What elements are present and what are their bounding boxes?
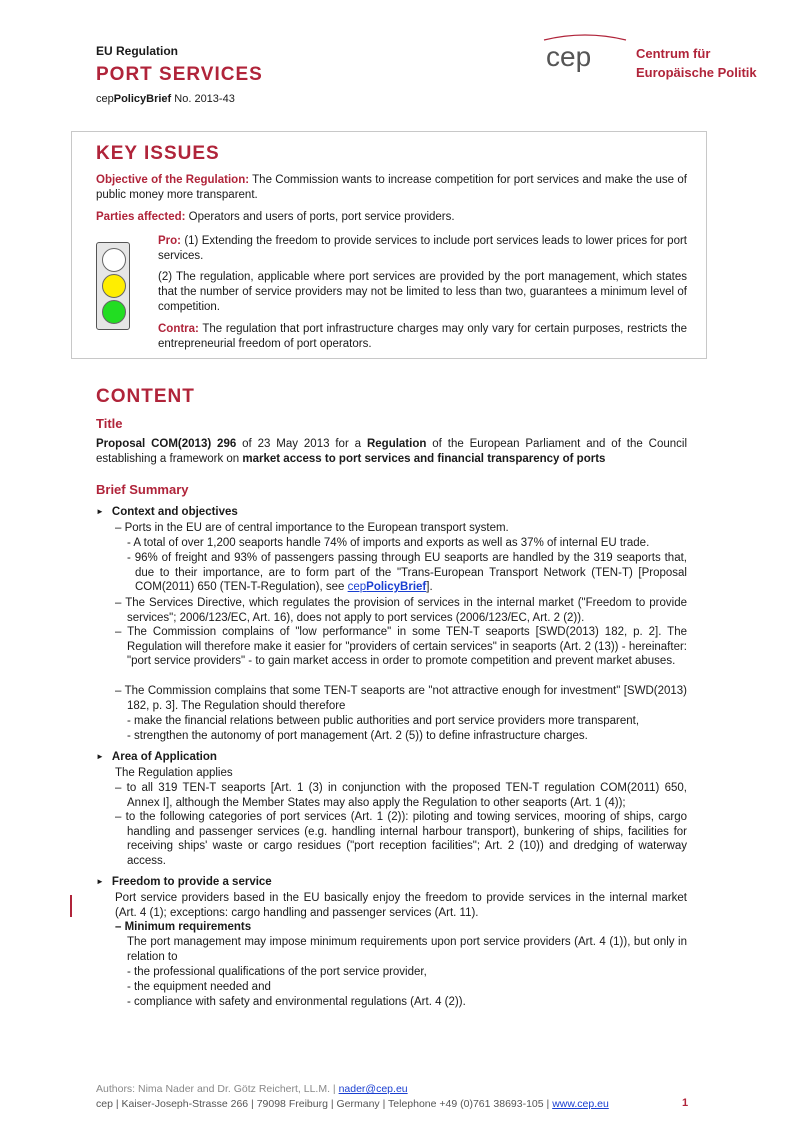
svg-text:cep: cep — [546, 41, 592, 72]
parties-paragraph: Parties affected: Operators and users of ports, port service providers. — [96, 211, 455, 223]
traffic-light-yellow — [102, 274, 126, 298]
cep-logo — [540, 32, 630, 82]
traffic-light-white — [102, 248, 126, 272]
context-subitem: - strengthen the autonomy of port management (Art. 2 (5)) to define infrastructure charges. — [127, 730, 588, 742]
context-subitem: - 96% of freight and 93% of passengers passing through EU seaports are handled by the 319 seaports that, due to their importance, are to form part of the "Trans-European Transport Network (TEN-T) [Proposal COM(2011) 650 (TEN-T-Regulation), see cepPolicyBrief]. — [127, 552, 687, 594]
minimum-requirements-text: The port management may impose minimum requirements upon port service providers (Art. 4 (1)), but only in relation to — [127, 936, 687, 963]
requirement-item: - the equipment needed and — [127, 981, 271, 993]
requirement-item: - compliance with safety and environmental regulations (Art. 4 (2)). — [127, 996, 466, 1008]
content-title: CONTENT — [96, 386, 195, 407]
brief-summary-heading: Brief Summary — [96, 482, 189, 497]
footer-address: cep | Kaiser-Joseph-Strasse 266 | 79098 Freiburg | Germany | Telephone +49 (0)761 38693-105 | www.cep.eu — [96, 1098, 609, 1110]
context-subitem: - make the financial relations between public authorities and port service providers more transparent, — [127, 715, 640, 727]
bullet-triangle-icon: ► — [96, 752, 104, 761]
title-heading: Title — [96, 416, 123, 431]
context-item: – Ports in the EU are of central importance to the European transport system. — [115, 522, 509, 534]
brief-number: cepPolicyBrief No. 2013-43 — [96, 93, 235, 105]
context-item: – The Services Directive, which regulates the provision of services in the internal market ("Freedom to provide services"; 2006/123/EC, Art. 16), does not apply to port services (2006/123/EC, Art. 2 (2)). — [115, 597, 687, 624]
context-subitem: - A total of over 1,200 seaports handle 74% of imports and exports as well as 37% of internal EU trade. — [127, 537, 650, 549]
requirement-item: - the professional qualifications of the port service provider, — [127, 966, 427, 978]
area-item: – to all 319 TEN-T seaports [Art. 1 (3) in conjunction with the proposed TEN-T regulation COM(2011) 650, Annex I], although the Member States may also apply the Regulation to other seaports (Art. 1 (4)); — [115, 782, 687, 809]
minimum-requirements-heading: – Minimum requirements — [115, 921, 252, 933]
freedom-heading: ► Freedom to provide a service — [96, 876, 272, 888]
organization-name: Centrum für Europäische Politik — [636, 46, 757, 80]
page-number: 1 — [682, 1097, 689, 1109]
pro-paragraph-2: (2) The regulation, applicable where port services are provided by the port management, which states that the number of service providers may not be limited to less than two, guarantees a minimum level of competition. — [158, 271, 687, 313]
proposal-paragraph: Proposal COM(2013) 296 of 23 May 2013 for a Regulation of the European Parliament and of the Council establishing a framework on market access to port services and financial transparency of ports — [96, 438, 688, 465]
area-heading: ► Area of Application — [96, 751, 217, 763]
website-link[interactable]: www.cep.eu — [552, 1098, 609, 1110]
pro-paragraph-1: Pro: (1) Extending the freedom to provide services to include port services leads to lower prices for port services. — [158, 235, 687, 262]
area-intro: The Regulation applies — [115, 767, 233, 779]
bullet-triangle-icon: ► — [96, 877, 104, 886]
contra-paragraph: Contra: The regulation that port infrastructure charges may only vary for certain purposes, restricts the entrepreneurial freedom of port operators. — [158, 323, 687, 350]
objective-paragraph: Objective of the Regulation: The Commission wants to increase competition for port services and make the use of public money more transparent. — [96, 174, 687, 201]
footer-authors: Authors: Nima Nader and Dr. Götz Reichert, LL.M. | nader@cep.eu — [96, 1083, 408, 1095]
document-category: EU Regulation — [96, 44, 179, 58]
key-issues-title: KEY ISSUES — [96, 143, 220, 164]
document-title: PORT SERVICES — [96, 64, 263, 85]
margin-change-marker — [70, 895, 72, 917]
freedom-paragraph: Port service providers based in the EU basically enjoy the freedom to provide services in the internal market (Art. 4 (1); exceptions: cargo handling and passenger services (Art. 11). — [115, 892, 687, 919]
context-item: – The Commission complains of "low performance" in some TEN-T seaports [SWD(2013) 182, p. 2]. The Regulation will therefore make it easier for "providers of certain services" in seaports (Art. 2 (13)) - hereinafter: "port service providers" - to gain market access in order to promote competition and prevent market abuses. — [115, 626, 687, 668]
cep-policybrief-link[interactable]: cepPolicyBrief — [347, 581, 427, 594]
email-link[interactable]: nader@cep.eu — [338, 1083, 408, 1095]
context-item: – The Commission complains that some TEN-T seaports are "not attractive enough for investment" [SWD(2013) 182, p. 3]. The Regulation should therefore — [115, 685, 687, 712]
area-item: – to the following categories of port services (Art. 1 (2)): piloting and towing services, mooring of ships, cargo handling and passenger services (e.g. handling internal harbour transport), bunkering of ships, facilities for receiving ships' waste or cargo residues ("port reception facilities"; Art. 2 (10)) and dredging of waterway access. — [115, 811, 687, 868]
traffic-light-icon — [96, 242, 130, 330]
traffic-light-green — [102, 300, 126, 324]
bullet-triangle-icon: ► — [96, 507, 104, 516]
context-heading: ► Context and objectives — [96, 506, 238, 518]
